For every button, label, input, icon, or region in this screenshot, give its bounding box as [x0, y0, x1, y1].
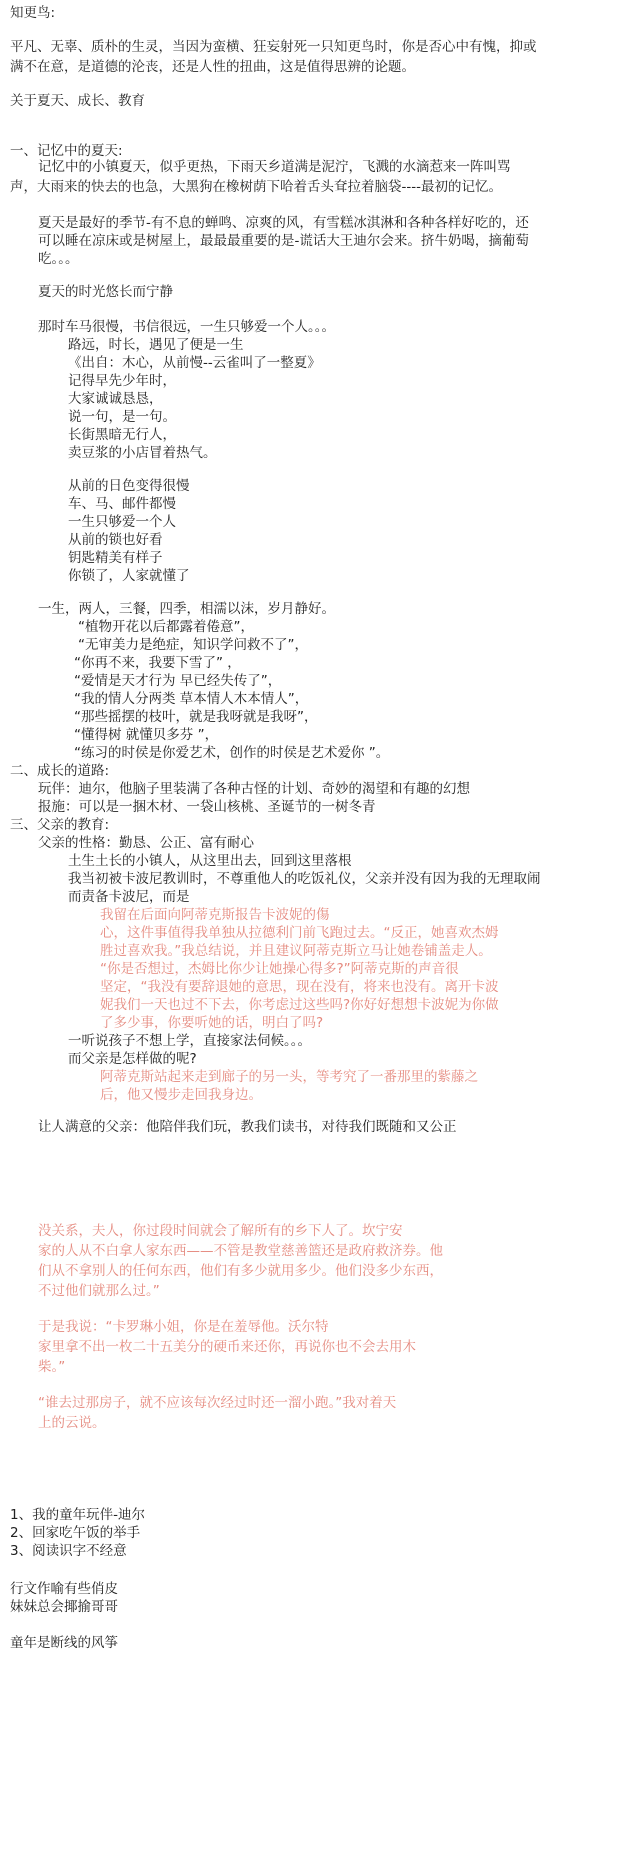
paragraph-line: 一听说孩子不想上学，直接家法伺候。。。 — [68, 1033, 311, 1049]
poem-line: 车、马、邮件都慢 — [68, 496, 176, 512]
quote-line: “懂得树 就懂贝多芬 ”， — [74, 727, 219, 743]
paragraph-line: 父亲的性格：勤恳、公正、富有耐心 — [38, 835, 254, 851]
poem-line: 说一句，是一句。 — [68, 409, 176, 425]
paragraph-line: 一生，两人，三餐，四季，相濡以沫，岁月静好。 — [38, 601, 335, 617]
excerpt-line: 家的人从不白拿人家东西——不管是教堂慈善篮还是政府救济券。他 — [38, 1243, 443, 1259]
poem-line: 从前的日色变得很慢 — [68, 478, 190, 494]
paragraph-line: 土生土长的小镇人，从这里出去，回到这里落根 — [68, 853, 352, 869]
paragraph-line: 夏天的时光悠长而宁静 — [38, 284, 173, 300]
list-item: 2、回家吃午饭的举手 — [10, 1525, 141, 1541]
excerpt-line: 柴。” — [38, 1359, 66, 1375]
paragraph-line: 我当初被卡波尼教训时，不尊重他人的吃饭礼仪，父亲并没有因为我的无理取闹 — [68, 871, 541, 887]
excerpt-line: 心，这件事值得我单独从拉德利门前飞跑过去。“反正，她喜欢杰姆 — [100, 925, 499, 941]
excerpt-line: 坚定，“我没有要辞退她的意思，现在没有，将来也没有。离开卡波 — [100, 979, 499, 995]
excerpt-line: “谁去过那房子，就不应该每次经过时还一溜小跑。”我对着天 — [38, 1395, 397, 1411]
doc-title: 知更鸟: — [10, 5, 56, 21]
poem-line: 大家诚诚恳恳， — [68, 391, 163, 407]
section-heading: 二、成长的道路: — [10, 763, 110, 779]
poem-line: 从前的锁也好看 — [68, 532, 163, 548]
excerpt-line: 不过他们就那么过。” — [38, 1283, 160, 1299]
excerpt-line: “你是否想过，杰姆比你少让她操心得多?”阿蒂克斯的声音很 — [100, 961, 459, 977]
excerpt-line: 妮我们一天也过不下去，你考虑过这些吗?你好好想想卡波妮为你做 — [100, 997, 499, 1013]
poem-line: 长街黑暗无行人， — [68, 427, 176, 443]
poem-line: 一生只够爱一个人 — [68, 514, 176, 530]
list-item: 1、我的童年玩伴-迪尔 — [10, 1507, 145, 1523]
paragraph-line: 吃。。。 — [38, 251, 79, 267]
list-item: 3、阅读识字不经意 — [10, 1543, 127, 1559]
note-line: 妹妹总会揶揄哥哥 — [10, 1599, 118, 1615]
section-heading: 一、记忆中的夏天: — [10, 143, 123, 159]
quote-line: “无审美力是绝症，知识学问救不了”， — [78, 637, 308, 653]
paragraph-line: 玩伴：迪尔，他脑子里装满了各种古怪的计划、奇妙的渴望和有趣的幻想 — [38, 781, 470, 797]
intro-line: 满不在意，是道德的沦丧，还是人性的扭曲，这是值得思辨的论题。 — [10, 59, 415, 75]
quote-line: “植物开花以后都露着倦意”， — [78, 619, 254, 635]
paragraph-line: 可以睡在凉床或是树屋上，最最最重要的是-谎话大王迪尔会来。挤牛奶喝，摘葡萄 — [38, 233, 529, 249]
intro-line: 平凡、无辜、质朴的生灵，当因为蛮横、狂妄射死一只知更鸟时，你是否心中有愧，抑或 — [10, 39, 537, 55]
paragraph-line: 记忆中的小镇夏天，似乎更热，下雨天乡道满是泥泞，飞溅的水滴惹来一阵叫骂 — [38, 159, 511, 175]
poem-line: 路远，时长，遇见了便是一生 — [68, 337, 244, 353]
excerpt-line: 们从不拿别人的任何东西，他们有多少就用多少。他们没多少东西， — [38, 1263, 443, 1279]
excerpt-line: 家里拿不出一枚二十五美分的硬币来还你，再说你也不会去用木 — [38, 1339, 416, 1355]
paragraph-line: 夏天是最好的季节-有不息的蝉鸣、凉爽的风，有雪糕冰淇淋和各种各样好吃的，还 — [38, 215, 529, 231]
excerpt-line: 上的云说。 — [38, 1415, 106, 1431]
quote-line: “我的情人分两类 草本情人木本情人”， — [74, 691, 309, 707]
footer-line: 童年是断线的风筝 — [10, 1635, 118, 1651]
quote-line: “练习的时侯是你爱艺术，创作的时侯是艺术爱你 ”。 — [74, 745, 390, 761]
excerpt-line: 了多少事，你要听她的话，明白了吗? — [100, 1015, 324, 1031]
poem-line: 你锁了，人家就懂了 — [68, 568, 190, 584]
quote-line: “爱情是天才行为 早已经失传了”， — [74, 673, 282, 689]
poem-line: 钥匙精美有样子 — [68, 550, 163, 566]
excerpt-line: 后，他又慢步走回我身边。 — [100, 1087, 262, 1103]
quote-line: “那些摇摆的枝叶，就是我呀就是我呀”， — [74, 709, 318, 725]
poem-line: 卖豆浆的小店冒着热气。 — [68, 445, 217, 461]
poem-line: 记得早先少年时， — [68, 373, 176, 389]
section-heading: 三、父亲的教育: — [10, 817, 110, 833]
poem-line: 《出自：木心，从前慢--云雀叫了一整夏》 — [68, 355, 321, 371]
excerpt-line: 没关系，夫人，你过段时间就会了解所有的乡下人了。坎宁安 — [38, 1223, 403, 1239]
topic-line: 关于夏天、成长、教育 — [10, 93, 145, 109]
excerpt-line: 于是我说：“卡罗琳小姐，你是在羞辱他。沃尔特 — [38, 1319, 329, 1335]
excerpt-line: 阿蒂克斯站起来走到廊子的另一头，等考究了一番那里的紫藤之 — [100, 1069, 478, 1085]
paragraph-line: 而父亲是怎样做的呢? — [68, 1051, 197, 1067]
quote-line: “你再不来，我要下雪了” ， — [74, 655, 241, 671]
note-line: 行文作喻有些俏皮 — [10, 1581, 118, 1597]
excerpt-line: 我留在后面向阿蒂克斯报告卡波妮的傷 — [100, 907, 330, 923]
excerpt-line: 胜过喜欢我。”我总结说，并且建议阿蒂克斯立马让她卷铺盖走人。 — [100, 943, 492, 959]
paragraph-line: 报施：可以是一捆木材、一袋山核桃、圣诞节的一树冬青 — [38, 799, 376, 815]
paragraph-line: 让人满意的父亲：他陪伴我们玩，教我们读书，对待我们既随和又公正 — [38, 1119, 457, 1135]
paragraph-line: 声，大雨来的快去的也急，大黑狗在橡树荫下哈着舌头耷拉着脑袋----最初的记忆。 — [10, 179, 502, 195]
paragraph-line: 而责备卡波尼，而是 — [68, 889, 190, 905]
paragraph-line: 那时车马很慢，书信很远，一生只够爱一个人。。。 — [38, 319, 335, 335]
